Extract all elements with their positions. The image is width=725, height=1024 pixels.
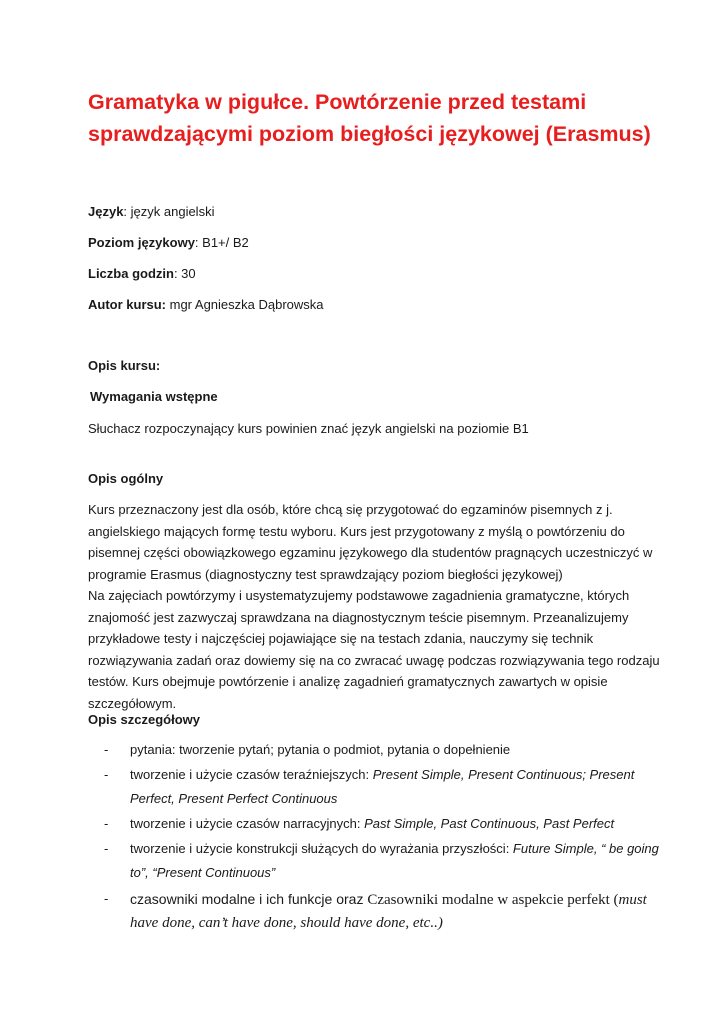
paragraph-line: przykładowe testy i najczęściej pojawiające się na testach zdania, nauczymy się technik [88,631,594,646]
meta-hours-label: Liczba godzin [88,266,174,281]
paragraph-opis-ogolny-2 [88,585,660,714]
meta-level [88,235,249,251]
paragraph-line: angielskiego mających formę testu wyboru. Kurs jest przygotowany z myślą o powtórzeniu do [88,523,625,539]
list-item-continuation: to”, “Present Continuous” [130,865,276,880]
list-dash: - [104,891,109,906]
meta-language-label: Język [88,204,124,219]
list-item-text: tworzenie i użycie konstrukcji służących do wyrażania przyszłości: Future Simple, “ be going [130,841,659,856]
meta-author-value: mgr Agnieszka Dąbrowska [166,297,324,312]
paragraph-line: znajomość jest zazwyczaj sprawdzana na diagnostycznym teście pisemnym. Przeanalizujemy [88,609,629,625]
list-item-continuation: Perfect, Present Perfect Continuous [130,791,338,806]
list-item-text: tworzenie i użycie czasów narracyjnych: Past Simple, Past Continuous, Past Perfect [130,816,615,831]
paragraph-line: testów. Kurs obejmuje powtórzenie i analizę zagadnień gramatycznych zawartych w opisie [88,674,608,689]
meta-author [88,297,324,313]
wymagania-text: Słuchacz rozpoczynający kurs powinien znać język angielski na poziomie B1 [88,421,529,436]
title-line-1: Gramatyka w pigułce. Powtórzenie przed testami [88,90,587,114]
paragraph-line: pisemnej części obowiązkowego egzaminu językowego dla studentów pragnących uczestniczyć w [88,545,653,560]
list-dash: - [104,841,109,856]
paragraph-line: programie Erasmus (diagnostyczny test sprawdzający poziom biegłości językowej) [88,566,563,582]
section-heading-opis-ogolny: Opis ogólny [88,471,164,486]
section-heading-opis-szczegolowy: Opis szczegółowy [88,712,200,727]
meta-author-label: Autor kursu: [88,297,166,312]
list-item-text: czasowniki modalne i ich funkcje oraz Czasowniki modalne w aspekcie perfekt (must [130,891,647,908]
meta-level-label: Poziom językowy [88,235,195,250]
paragraph-line: rozwiązywania zadań oraz dowiemy się na co zwracać uwagę podczas rozwiązywania tego rodzaju [88,652,660,668]
subheading-wymagania: Wymagania wstępne [90,389,218,404]
list-dash: - [104,816,109,831]
list-item-text: tworzenie i użycie czasów teraźniejszych: Present Simple, Present Continuous; Present [130,767,635,782]
paragraph-line: szczegółowym. [88,695,177,711]
list-item-text: pytania: tworzenie pytań; pytania o podmiot, pytania o dopełnienie [130,742,511,757]
meta-level-value: : B1+/ B2 [194,235,249,250]
meta-language-value: : język angielski [123,204,215,219]
list-dash: - [104,742,109,757]
paragraph-line: Kurs przeznaczony jest dla osób, które chcą się przygotować do egzaminów pisemnych z j. [88,502,613,517]
paragraph-opis-ogolny-1 [88,499,653,585]
paragraph-line: Na zajęciach powtórzymy i usystematyzujemy podstawowe zagadnienia gramatyczne, których [88,588,630,603]
meta-hours [88,266,196,282]
meta-language [88,204,214,220]
section-heading-opis-kursu: Opis kursu: [88,358,161,373]
title-line-2: sprawdzającymi poziom biegłości językowej (Erasmus) [88,122,651,146]
document-title [88,86,688,150]
list-dash: - [104,767,109,782]
list-item-continuation: have done, can’t have done, should have done, etc..) [130,915,443,931]
meta-hours-value: : 30 [173,266,196,281]
